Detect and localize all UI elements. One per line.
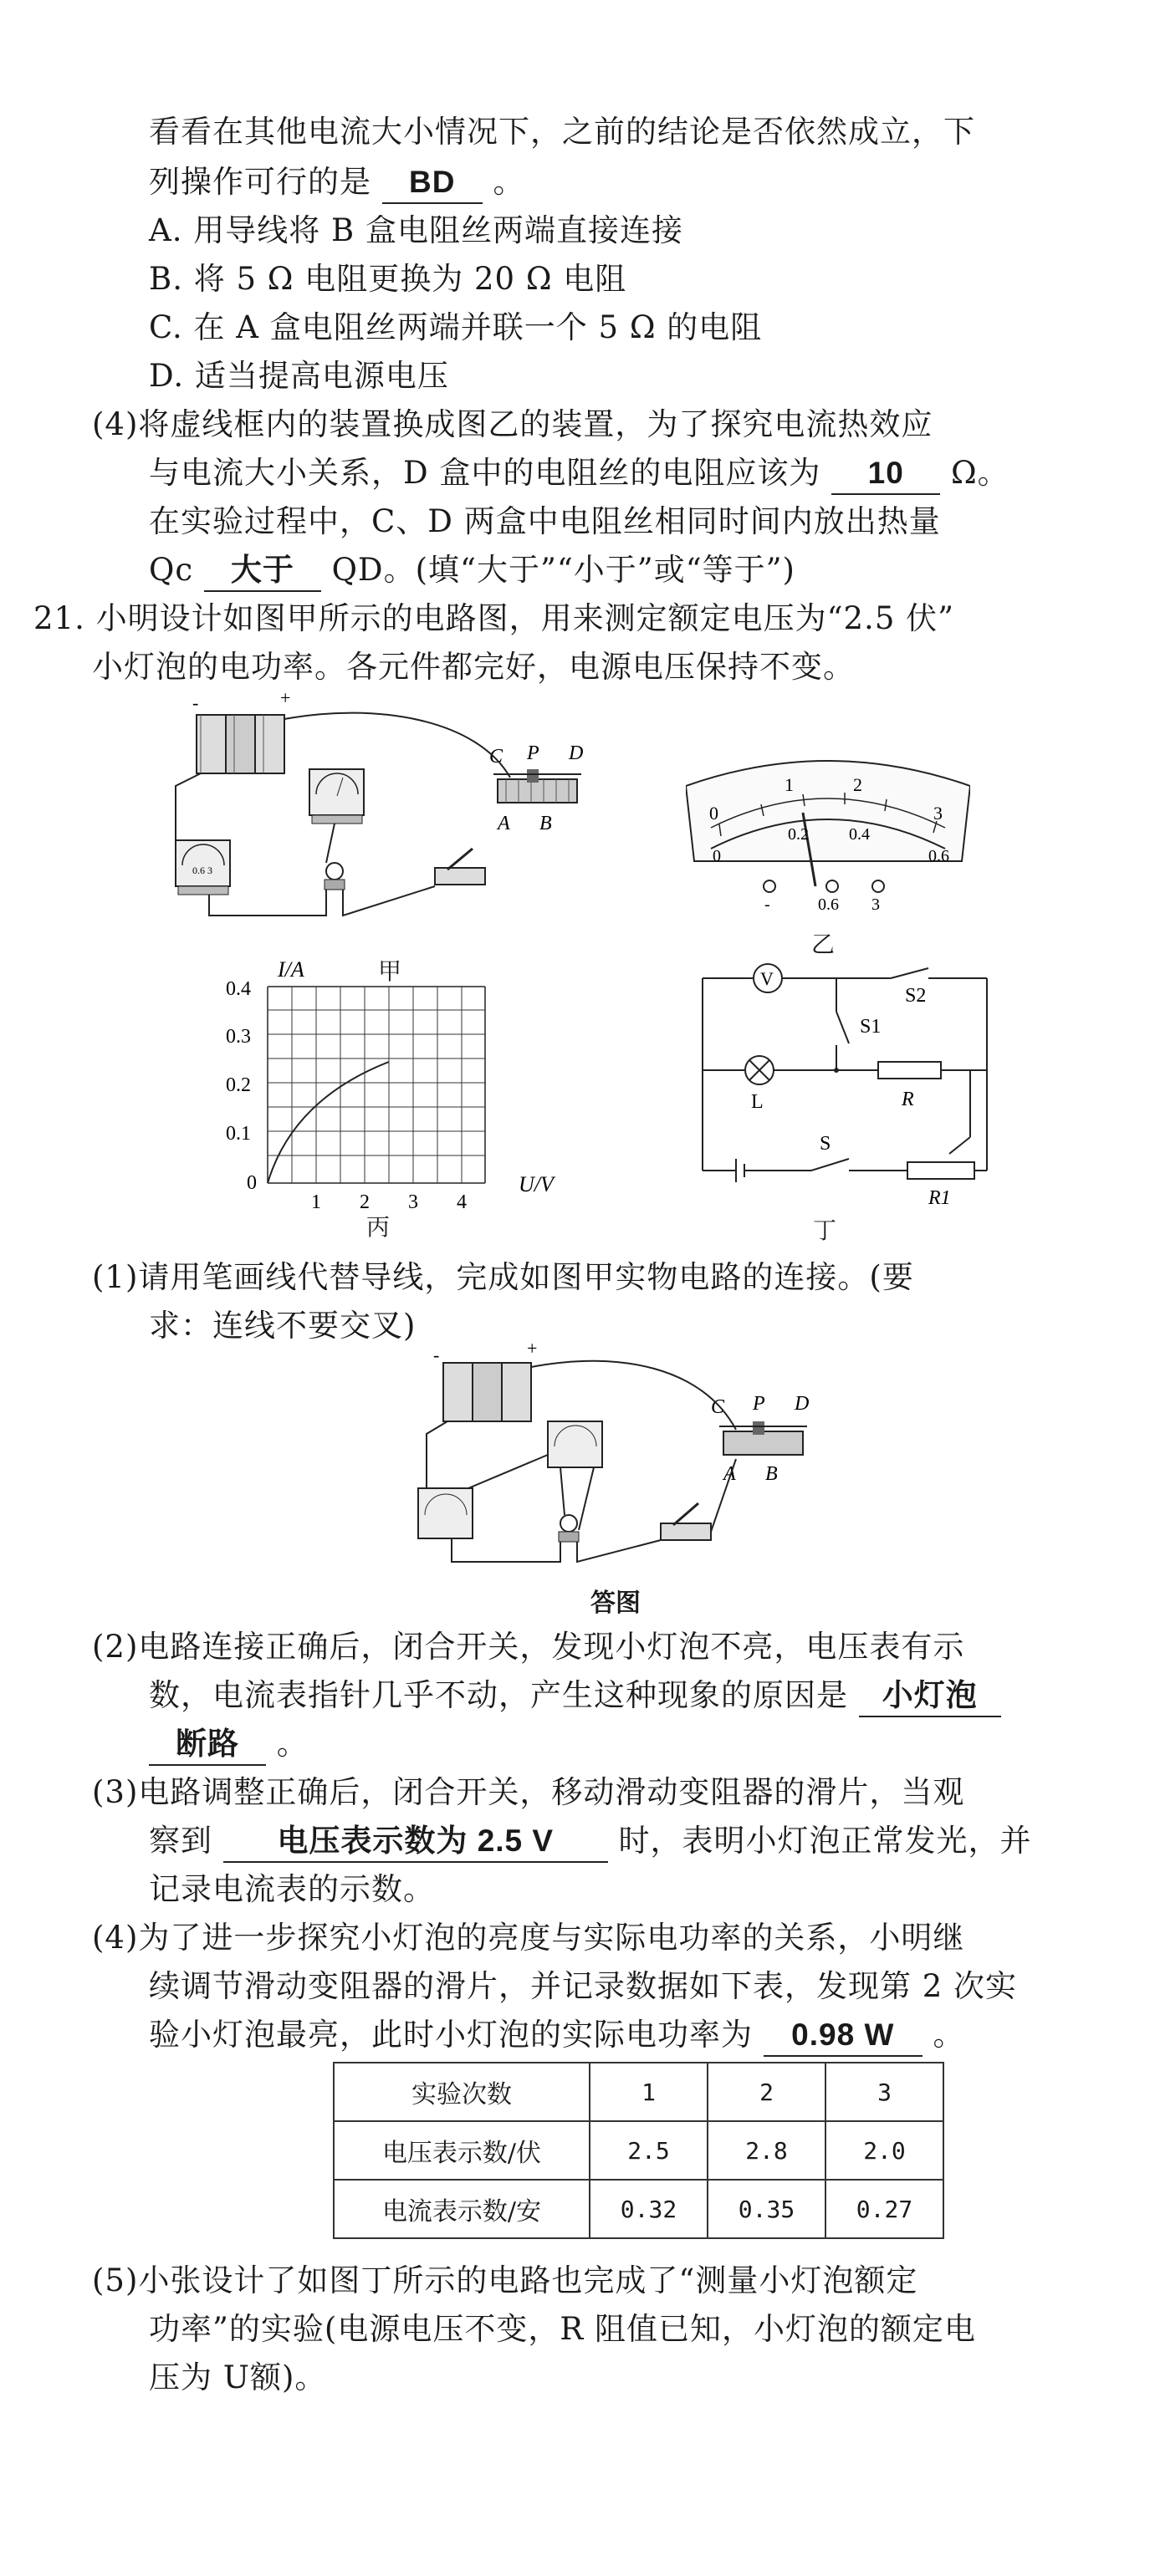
table-row — [334, 2121, 943, 2180]
table-cell: 电压表示数/伏 — [334, 2121, 590, 2180]
label-r: R — [902, 1089, 914, 1110]
svg-text:C: C — [711, 1396, 725, 1418]
svg-text:-: - — [192, 692, 199, 713]
q20-part4-line2: 与电流大小关系，D 盒中的电阻丝的电阻应该为 10 Ω。 — [149, 453, 1009, 495]
xtick-3: 3 — [408, 1191, 418, 1213]
answer-blank: 10 — [831, 453, 940, 495]
dial-scale-2: 2 — [853, 774, 862, 795]
dial-scale-1: 1 — [785, 774, 794, 795]
voltmeter-symbol: V — [760, 968, 774, 989]
svg-text:P: P — [753, 1393, 765, 1415]
data-table — [333, 2062, 944, 2239]
table-cell: 2.5 — [590, 2121, 708, 2180]
q20-text-line1: 看看在其他电流大小情况下，之前的结论是否依然成立，下 — [149, 114, 975, 150]
q21-part5-line1: (5)小张设计了如图丁所示的电路也完成了“测量小灯泡额定 — [92, 2262, 918, 2298]
q20-part4-line1: (4)将虚线框内的装置换成图乙的装置，为了探究电流热效应 — [92, 406, 933, 442]
battery-pack — [192, 687, 290, 773]
q21-part3-line2: 察到 电压表示数为 2.5 V 时，表明小灯泡正常发光，并 — [149, 1821, 1032, 1863]
q21-part4-line3-visible: 验小灯泡最亮，此时小灯泡的实际电功率为 0.98 W 。 — [149, 2015, 965, 2057]
q21-part2-line3: 断路 。 — [149, 1724, 309, 1766]
answer-figure-circuit — [393, 1338, 828, 1589]
terminal-3: 3 — [871, 895, 880, 911]
figure-yi-label: 乙 — [811, 931, 836, 958]
q21-part1-line1: (1)请用笔画线代替导线，完成如图甲实物电路的连接。(要 — [92, 1259, 914, 1295]
q21-part2-line2: 数，电流表指针几乎不动，产生这种现象的原因是 小灯泡 — [149, 1676, 1001, 1717]
q21-part3-line1: (3)电路调整正确后，闭合开关，移动滑动变阻器的滑片，当观 — [92, 1774, 965, 1810]
figure-jia-circuit — [159, 686, 611, 936]
svg-text:D: D — [569, 742, 584, 764]
dial-scale-6: 0.4 — [849, 825, 870, 844]
table-cell: 2.0 — [825, 2121, 943, 2180]
label-s1: S1 — [860, 1016, 882, 1038]
rheostat — [489, 742, 583, 834]
table-header-row — [334, 2063, 943, 2121]
table-row — [334, 2180, 943, 2238]
dial-scale-7: 0.6 — [928, 847, 949, 865]
xtick-2: 2 — [360, 1191, 370, 1213]
table-header-cell: 2 — [708, 2063, 825, 2121]
table-header-cell: 3 — [825, 2063, 943, 2121]
q21-part4-line2: 续调节滑动变阻器的滑片，并记录数据如下表，发现第 2 次实 — [149, 1968, 1018, 2004]
figure-jia-label: 甲 — [378, 957, 402, 985]
terminal-0-6: 0.6 — [818, 895, 839, 911]
dial-scale-5: 0.2 — [788, 825, 809, 844]
answer-blank: BD — [382, 162, 483, 204]
svg-text:C: C — [489, 746, 503, 768]
option-b: B. 将 5 Ω 电阻更换为 20 Ω 电阻 — [149, 261, 627, 297]
answer-blank: 小灯泡 — [859, 1676, 1001, 1717]
xtick-4: 4 — [457, 1191, 467, 1213]
answer-blank: 断路 — [149, 1724, 266, 1766]
ytick-0-3: 0.3 — [226, 1026, 251, 1048]
dial-scale-3: 3 — [933, 803, 943, 824]
dial-scale-4: 0 — [713, 847, 721, 865]
q21-part2-line1: (2)电路连接正确后，闭合开关，发现小灯泡不亮，电压表有示 — [92, 1629, 965, 1665]
xtick-1: 1 — [311, 1191, 321, 1213]
figure-bing-label: 丙 — [366, 1213, 391, 1241]
svg-text:D: D — [795, 1393, 810, 1415]
table-header-cell: 实验次数 — [334, 2063, 590, 2121]
svg-text:0.6 3: 0.6 3 — [192, 865, 212, 876]
figure-bing-iu-graph — [201, 953, 585, 1221]
svg-text:B: B — [765, 1463, 778, 1485]
q21-part4-line1: (4)为了进一步探究小灯泡的亮度与实际电功率的关系，小明继 — [92, 1920, 965, 1956]
option-a: A. 用导线将 B 盒电阻丝两端直接连接 — [149, 212, 683, 248]
ytick-0-1: 0.1 — [226, 1123, 251, 1145]
figure-ding-label: 丁 — [813, 1217, 837, 1244]
ytick-0: 0 — [247, 1172, 257, 1194]
terminal-minus: - — [764, 895, 770, 911]
svg-text:+: + — [280, 687, 291, 708]
svg-text:B: B — [539, 813, 552, 834]
table-cell: 0.35 — [708, 2180, 825, 2238]
table-cell: 2.8 — [708, 2121, 825, 2180]
svg-text:+: + — [527, 1338, 538, 1359]
voltmeter — [309, 769, 364, 824]
q21-stem-line1: 21. 小明设计如图甲所示的电路图，用来测定额定电压为“2.5 伏” — [33, 600, 955, 636]
ytick-0-4: 0.4 — [226, 978, 251, 1000]
graph-ylabel: I/A — [278, 957, 304, 982]
q21-stem-line2: 小灯泡的电功率。各元件都完好，电源电压保持不变。 — [92, 649, 855, 685]
q21-part5-line2: 功率”的实验(电源电压不变，R 阻值已知，小灯泡的额定电 — [149, 2311, 976, 2347]
svg-text:A: A — [723, 1463, 736, 1485]
label-s: S — [820, 1133, 831, 1155]
svg-text:-: - — [433, 1344, 440, 1365]
table-header-cell: 1 — [590, 2063, 708, 2121]
q21-part1-line2: 求：连线不要交叉) — [149, 1308, 417, 1344]
q21-part3-line3: 记录电流表的示数。 — [149, 1871, 435, 1907]
q20-part4-line3: 在实验过程中，C、D 两盒中电阻丝相同时间内放出热量 — [149, 503, 941, 539]
svg-text:A: A — [498, 813, 510, 834]
answer-blank: 0.98 W — [764, 2015, 923, 2057]
figure-ding-circuit-diagram — [686, 953, 1004, 1212]
q20-text-line2: 列操作可行的是 BD 。 — [149, 162, 525, 204]
answer-figure-caption: 答图 — [590, 1589, 641, 1617]
dial-scale-0: 0 — [709, 803, 718, 824]
figure-yi-ammeter-dial — [686, 752, 970, 911]
q21-part5-line3: 压为 U额)。 — [149, 2359, 327, 2395]
bulb — [325, 863, 345, 890]
q20-part4-line4: Qc 大于 QD。(填“大于”“小于”或“等于”) — [149, 550, 795, 592]
ytick-0-2: 0.2 — [226, 1074, 251, 1096]
option-d: D. 适当提高电源电压 — [149, 358, 449, 394]
table-cell: 0.32 — [590, 2180, 708, 2238]
answer-blank: 电压表示数为 2.5 V — [223, 1821, 608, 1863]
graph-xlabel: U/V — [519, 1172, 554, 1196]
table-cell: 电流表示数/安 — [334, 2180, 590, 2238]
table-cell: 0.27 — [825, 2180, 943, 2238]
label-l: L — [751, 1091, 764, 1113]
label-s2: S2 — [905, 985, 927, 1007]
svg-text:P: P — [527, 742, 539, 764]
ammeter — [176, 840, 230, 895]
switch — [435, 849, 485, 885]
answer-blank: 大于 — [204, 550, 321, 592]
label-r1: R1 — [928, 1187, 951, 1209]
option-c: C. 在 A 盒电阻丝两端并联一个 5 Ω 的电阻 — [149, 309, 763, 345]
